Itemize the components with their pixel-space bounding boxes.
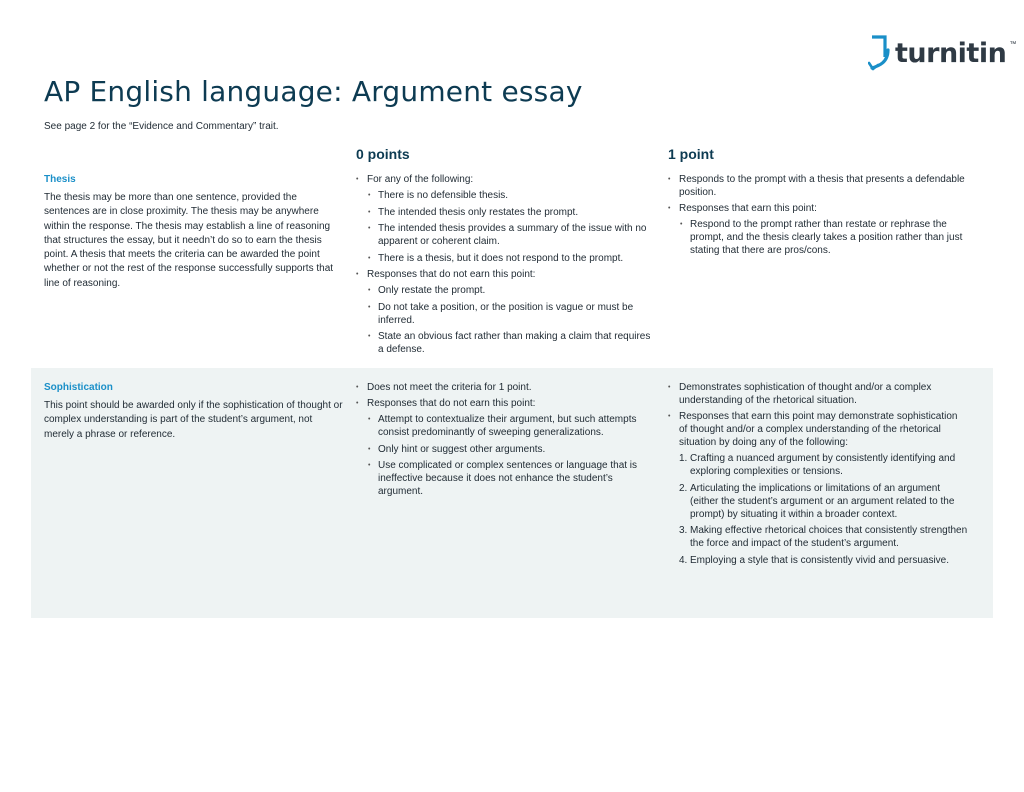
list-item: [356, 397, 652, 498]
list-number: 3.: [679, 525, 688, 536]
list-item: [356, 268, 652, 356]
list-item: • Responds to the prompt with a thesis that presents a defendable position.: [668, 173, 968, 199]
sophistication-one-point-cell: [668, 381, 968, 570]
thesis-label: Thesis: [44, 174, 76, 185]
page-title: AP English language: Argument essay: [44, 75, 583, 108]
list-item: • Does not meet the criteria for 1 point.: [356, 381, 652, 394]
list-item: • Only hint or suggest other arguments.: [367, 443, 652, 456]
list-item-text: Responses that earn this point:: [679, 203, 817, 214]
sophistication-zero-sublist: [367, 413, 652, 498]
list-number: 1.: [679, 453, 688, 464]
list-item: [668, 202, 968, 257]
sophistication-one-list: [668, 381, 968, 567]
sophistication-one-numbered-list: [679, 452, 968, 567]
thesis-one-sublist: [679, 218, 968, 257]
sophistication-description: This point should be awarded only if the sophistication of thought or complex understanding is part of the student’s argument, not merely a phrase or reference.: [44, 400, 343, 440]
list-item-text: Articulating the implications or limitations of an argument (either the student’s argument or an argument related to the prompt) by situating it within a broader context.: [690, 482, 955, 520]
numbered-list-item: [679, 524, 968, 550]
thesis-label-cell: [44, 173, 344, 291]
column-header-one-point: 1 point: [668, 146, 714, 162]
list-item: • State an obvious fact rather than making a claim that requires a defense.: [367, 330, 652, 356]
brand-trademark: ™: [1009, 40, 1017, 48]
list-item-text: Responses that do not earn this point:: [367, 269, 536, 280]
brand-name: turnitin: [895, 37, 1007, 69]
list-item: • Respond to the prompt rather than restate or rephrase the prompt, and the thesis clearly takes a position rather than just stating that there are pros/cons.: [679, 218, 968, 257]
thesis-zero-list: [356, 173, 652, 356]
list-item: • There is a thesis, but it does not respond to the prompt.: [367, 252, 652, 265]
list-item-text: Responses that do not earn this point:: [367, 398, 536, 409]
list-number: 4.: [679, 554, 688, 566]
list-item-text: Employing a style that is consistently vivid and persuasive.: [690, 554, 950, 566]
list-item-text: Making effective rhetorical choices that consistently strengthen the force and impact of the student’s argument.: [690, 525, 968, 549]
list-number: 2.: [679, 482, 688, 494]
thesis-zero-sublist: [367, 189, 652, 265]
thesis-row: [31, 168, 993, 368]
list-item: • Do not take a position, or the position is vague or must be inferred.: [367, 301, 652, 327]
list-item-text: For any of the following:: [367, 174, 474, 185]
list-item-text: Responses that earn this point may demonstrate sophistication of thought and/or a complex understanding of the rhetorical situation by doing any of the following:: [679, 411, 958, 448]
numbered-list-item: [679, 452, 968, 478]
list-item: [356, 173, 652, 265]
list-item: • Attempt to contextualize their argument, but such attempts consist predominantly of sweeping generalizations.: [367, 413, 652, 439]
sophistication-zero-points-cell: [356, 381, 652, 502]
thesis-one-list: [668, 173, 968, 257]
page-note: See page 2 for the “Evidence and Commentary” trait.: [44, 121, 279, 132]
list-item: • Use complicated or complex sentences or language that is ineffective because it does not enhance the student’s argument.: [367, 459, 652, 498]
list-item: • Only restate the prompt.: [367, 284, 652, 297]
list-item: • There is no defensible thesis.: [367, 189, 652, 202]
thesis-one-point-cell: [668, 173, 968, 261]
numbered-list-item: [679, 482, 968, 521]
column-header-zero-points: 0 points: [356, 146, 410, 162]
list-item: • The intended thesis provides a summary of the issue with no apparent or coherent claim.: [367, 222, 652, 248]
list-item: • The intended thesis only restates the prompt.: [367, 206, 652, 219]
numbered-list-item: [679, 554, 968, 567]
sophistication-label: Sophistication: [44, 382, 113, 393]
thesis-zero-sublist: [367, 284, 652, 356]
list-item-text: Crafting a nuanced argument by consistently identifying and exploring complexities or tensions.: [690, 453, 956, 477]
sophistication-row: [31, 368, 993, 618]
thesis-zero-points-cell: [356, 173, 652, 360]
turnitin-mark-icon: [868, 35, 892, 71]
list-item: • Demonstrates sophistication of thought and/or a complex understanding of the rhetorical situation.: [668, 381, 968, 407]
thesis-description: The thesis may be more than one sentence, provided the sentences are in close proximity. The thesis may be anywhere within the response. The thesis may establish a line of reasoning that structures the essay, but it needn’t do so to earn the thesis point. A thesis that meets the criteria can be awarded the point whether or not the rest of the response successfully supports that line of reasoning.: [44, 192, 334, 289]
sophistication-label-cell: [44, 381, 344, 442]
turnitin-logo: [868, 34, 1016, 72]
list-item: [668, 410, 968, 567]
sophistication-zero-list: [356, 381, 652, 498]
